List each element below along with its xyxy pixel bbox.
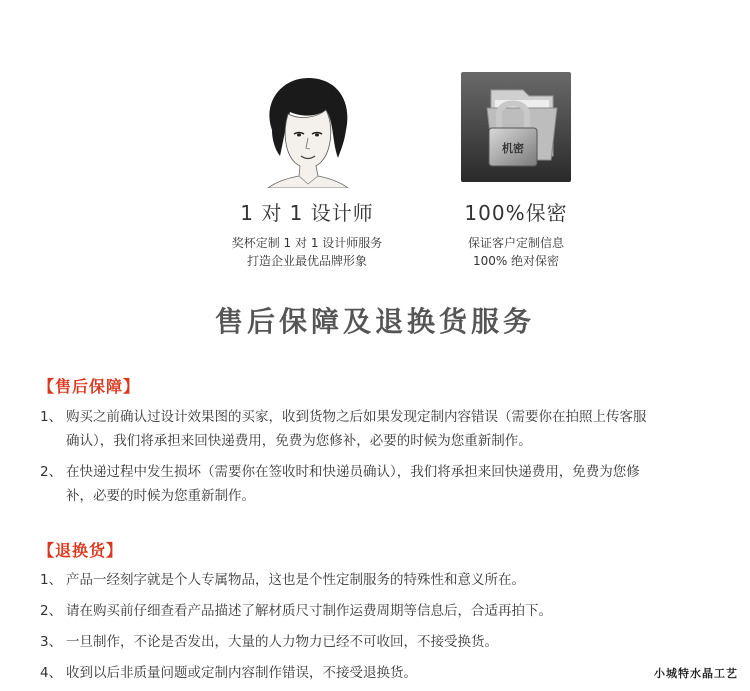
feature-title-designer: 1 对 1 设计师 [240, 201, 374, 225]
item-text-line: 购买之前确认过设计效果图的买家，收到货物之后如果发现定制内容错误（需要你在拍照上传客服 [66, 409, 647, 425]
list-item [40, 630, 740, 654]
list-item [40, 599, 740, 623]
item-number: 2、 [40, 603, 63, 619]
item-text-line: 补，必要的时候为您重新制作。 [66, 488, 255, 504]
item-text-line: 产品一经刻字就是个人专属物品，这也是个性定制服务的特殊性和意义所在。 [66, 572, 525, 588]
folder-padlock-icon [461, 72, 571, 182]
item-number: 4、 [40, 665, 63, 681]
item-text-line: 一旦制作，不论是否发出，大量的人力物力已经不可收回，不接受换货。 [66, 634, 498, 650]
feature-title-confidential: 100%保密 [464, 201, 568, 225]
shop-signature: 小城特水晶工艺 [654, 667, 738, 680]
feature-desc-designer [180, 234, 434, 270]
item-text-line: 在快递过程中发生损坏（需要你在签收时和快递员确认），我们将承担来回快递费用，免费为您修 [66, 464, 640, 480]
item-text-line: 收到以后非质量问题或定制内容制作错误，不接受退换货。 [66, 665, 417, 681]
list-item [40, 460, 740, 508]
feature-desc-line: 打造企业最优品牌形象 [246, 254, 367, 268]
section-heading-after-sales: 【售后保障】 [38, 377, 141, 396]
list-item [40, 405, 740, 453]
item-number: 2、 [40, 464, 63, 480]
feature-desc-line: 保证客户定制信息 [467, 236, 564, 250]
list-item [40, 568, 740, 592]
item-number: 1、 [40, 409, 63, 425]
feature-desc-line: 100% 绝对保密 [472, 254, 560, 268]
lock-label: 机密 [502, 142, 524, 155]
page-title: 售后保障及退换货服务 [214, 305, 535, 338]
feature-desc-confidential [418, 234, 614, 270]
feature-desc-line: 奖杯定制 1 对 1 设计师服务 [231, 236, 383, 250]
list-item [40, 661, 600, 685]
item-number: 3、 [40, 634, 63, 650]
designer-portrait-icon [252, 72, 362, 188]
section-heading-returns: 【退换货】 [38, 541, 124, 560]
item-text-line: 确认），我们将承担来回快递费用，免费为您修补，必要的时候为您重新制作。 [66, 433, 532, 449]
item-text-line: 请在购买前仔细查看产品描述了解材质尺寸制作运费周期等信息后，合适再拍下。 [66, 603, 552, 619]
item-number: 1、 [40, 572, 63, 588]
